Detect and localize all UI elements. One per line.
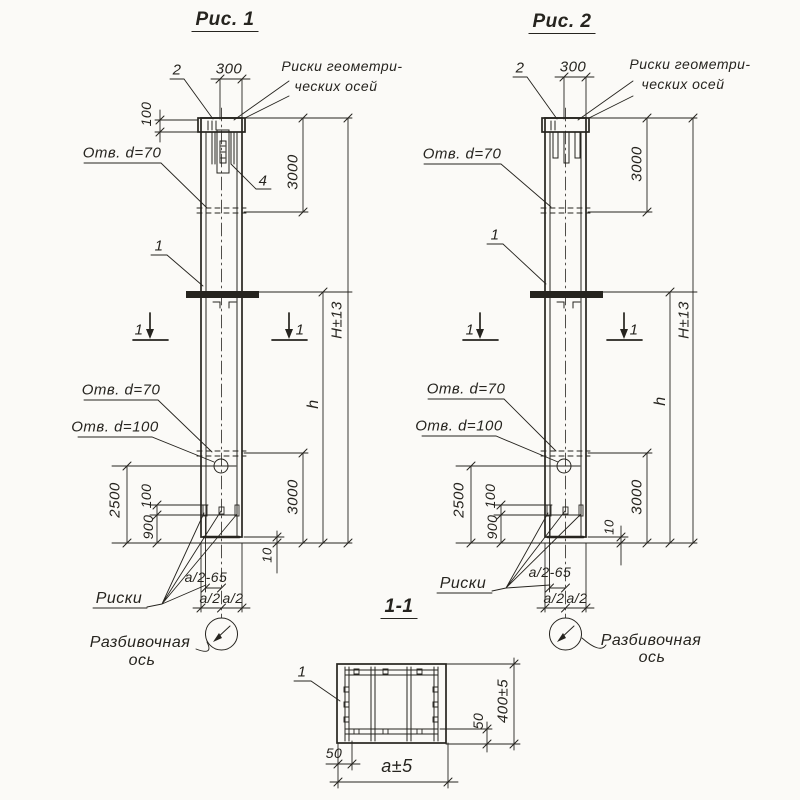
fig2-riski-geo-line1: Риски геометри-: [629, 56, 751, 72]
fig1-hole-70-bottom-label: Отв. d=70: [81, 381, 161, 399]
fig2-dim-h: h: [652, 396, 669, 406]
fig2-hole-70-top-label: Отв. d=70: [422, 145, 502, 163]
fig2-dim-3000-top: 3000: [628, 146, 646, 182]
fig1-dim-100-bottom: 100: [138, 483, 154, 509]
fig1-razbivochnaya-line2: ось: [128, 652, 156, 669]
fig1-section-mark-right: 1: [295, 321, 305, 339]
fig1-console: [186, 291, 259, 298]
fig2-strips: [553, 132, 580, 163]
fig2-razbivochnaya-line1: Разбивочная: [600, 632, 702, 649]
fig1-section-marks: [133, 313, 307, 340]
fig1-dim-10: 10: [259, 547, 275, 563]
fig1-axis-circle: [206, 618, 238, 650]
fig1-section-mark-left: 1: [134, 321, 144, 339]
fig1-callout-2: 2: [172, 61, 182, 79]
fig2-title: Рис. 2: [529, 12, 596, 34]
fig2-section-mark-left: 1: [465, 321, 475, 339]
fig2-dim-2500: 2500: [450, 482, 468, 518]
fig2-dim-H: H±13: [675, 301, 693, 339]
fig1-riski-label: Риски: [95, 590, 143, 607]
fig1-dim-h: h: [305, 399, 322, 409]
section-title: 1-1: [381, 597, 418, 619]
fig1-dim-3000-bottom: 3000: [284, 479, 302, 515]
section-outline: [337, 664, 446, 743]
fig1-dim-a2-65: a/2-65: [184, 569, 228, 585]
fig1-dim-H: H±13: [328, 301, 346, 339]
fig2-dim-3000-bottom: 3000: [628, 479, 646, 515]
fig1-riski-geo-line1: Риски геометри-: [281, 58, 403, 74]
fig2-axis-circle: [550, 618, 582, 650]
fig2-dim-a2-right: a/2: [566, 590, 588, 606]
fig2-dim-a2-left: a/2: [543, 590, 565, 606]
fig1-callout-4: 4: [258, 172, 268, 190]
fig2-dim-900: 900: [484, 514, 500, 540]
section-dim-50-bottom: 50: [325, 745, 343, 761]
fig1-dim-3000-top: 3000: [284, 154, 302, 190]
fig2-hole-70-bottom-label: Отв. d=70: [426, 380, 506, 398]
fig2-dim-100-bottom: 100: [482, 483, 498, 509]
fig2-section-mark-right: 1: [629, 321, 639, 339]
fig2-section-marks: [463, 313, 642, 340]
fig2-dim-300: 300: [559, 58, 587, 76]
fig1-dim-a2-right: a/2: [222, 590, 244, 606]
fig1-riski-geo-line2: ческих осей: [294, 78, 378, 94]
fig1-insert-4: [212, 130, 234, 173]
fig2-dim-10: 10: [601, 519, 617, 535]
section-callout-1: 1: [297, 663, 307, 681]
fig1-hole-70-top-label: Отв. d=70: [82, 144, 162, 162]
fig1-title: Рис. 1: [192, 10, 259, 32]
fig2-callout-2: 2: [515, 59, 525, 77]
fig1-dim-100-top: 100: [138, 101, 154, 127]
fig2-razbivochnaya-line2: ось: [638, 649, 666, 666]
section-dim-a: a±5: [381, 756, 413, 776]
fig1-dim-2500: 2500: [106, 482, 124, 518]
fig1-dim-300: 300: [215, 60, 243, 78]
fig2-console: [530, 291, 603, 298]
section-dim-400: 400±5: [494, 678, 512, 724]
fig2-hole-100-label: Отв. d=100: [415, 417, 503, 435]
fig2-callout-1: 1: [490, 226, 500, 244]
fig1-callout-1: 1: [154, 237, 164, 255]
fig1-hole-100-label: Отв. d=100: [71, 418, 159, 436]
fig1-dim-900: 900: [140, 514, 156, 540]
fig1-dim-a2-left: a/2: [199, 590, 221, 606]
fig1-razbivochnaya-line1: Разбивочная: [89, 634, 191, 651]
section-studs: [344, 669, 438, 734]
fig2-riski-geo-line2: ческих осей: [641, 76, 725, 92]
fig2-dim-a2-65: a/2-65: [528, 564, 572, 580]
fig2-riski-label: Риски: [439, 575, 487, 592]
section-dim-50-side: 50: [470, 712, 486, 730]
